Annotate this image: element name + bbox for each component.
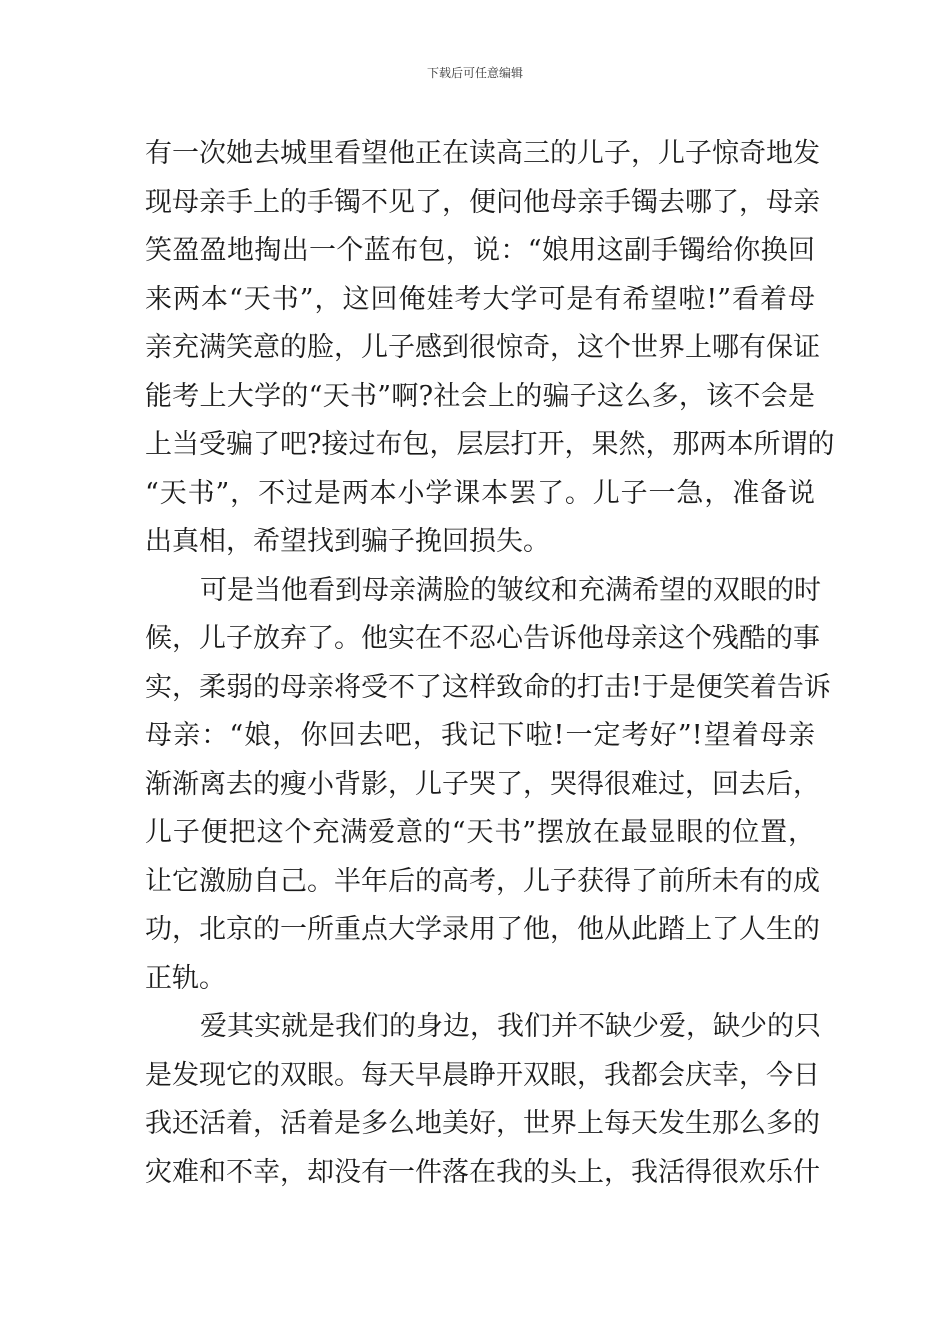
text-line: 爱其实就是我们的身边，我们并不缺少爱，缺少的只 bbox=[200, 1011, 821, 1042]
text-line: 候，儿子放弃了。他实在不忍心告诉他母亲这个残酷的事 bbox=[145, 623, 820, 654]
paragraph bbox=[145, 1003, 821, 1197]
text-line: 让它激励自己。半年后的高考，儿子获得了前所未有的成 bbox=[145, 865, 820, 897]
text-line: 可是当他看到母亲满脸的皱纹和充满希望的双眼的时 bbox=[200, 574, 821, 606]
body-text bbox=[145, 130, 835, 1197]
paragraph bbox=[145, 567, 831, 1004]
text-line: 实，柔弱的母亲将受不了这样致命的打击!于是便笑着告诉 bbox=[145, 671, 831, 703]
text-line: 上当受骗了吧?接过布包，层层打开，果然，那两本所谓的 bbox=[145, 429, 835, 460]
text-line: 正轨。 bbox=[145, 962, 226, 994]
page-header: 下载后可任意编辑 bbox=[426, 66, 523, 80]
paragraph bbox=[145, 130, 835, 567]
text-line: “天书”，不过是两本小学课本罢了。儿子一急，准备说 bbox=[145, 477, 815, 509]
text-line: 亲充满笑意的脸，儿子感到很惊奇，这个世界上哪有保证 bbox=[145, 332, 820, 363]
text-line: 出真相，希望找到骗子挽回损失。 bbox=[145, 526, 550, 557]
text-line: 母亲：“娘，你回去吧，我记下啦!一定考好”!望着母亲 bbox=[145, 720, 815, 751]
text-line: 来两本“天书”，这回俺娃考大学可是有希望啦!”看着母 bbox=[145, 283, 815, 315]
text-line: 渐渐离去的瘦小背影，儿子哭了，哭得很难过，回去后， bbox=[145, 768, 820, 800]
text-line: 功，北京的一所重点大学录用了他，他从此踏上了人生的 bbox=[145, 914, 820, 945]
text-line: 有一次她去城里看望他正在读高三的儿子，儿子惊奇地发 bbox=[145, 138, 820, 169]
text-line: 现母亲手上的手镯不见了，便问他母亲手镯去哪了，母亲 bbox=[145, 186, 820, 218]
text-line: 灾难和不幸，却没有一件落在我的头上，我活得很欢乐什 bbox=[145, 1156, 820, 1188]
text-line: 笑盈盈地掏出一个蓝布包，说：“娘用这副手镯给你换回 bbox=[145, 235, 815, 266]
text-line: 能考上大学的“天书”啊?社会上的骗子这么多，该不会是 bbox=[145, 380, 815, 412]
text-line: 儿子便把这个充满爱意的“天书”摆放在最显眼的位置， bbox=[145, 817, 815, 848]
text-line: 是发现它的双眼。每天早晨睁开双眼，我都会庆幸，今日 bbox=[145, 1059, 820, 1091]
text-line: 我还活着，活着是多么地美好，世界上每天发生那么多的 bbox=[145, 1108, 820, 1139]
